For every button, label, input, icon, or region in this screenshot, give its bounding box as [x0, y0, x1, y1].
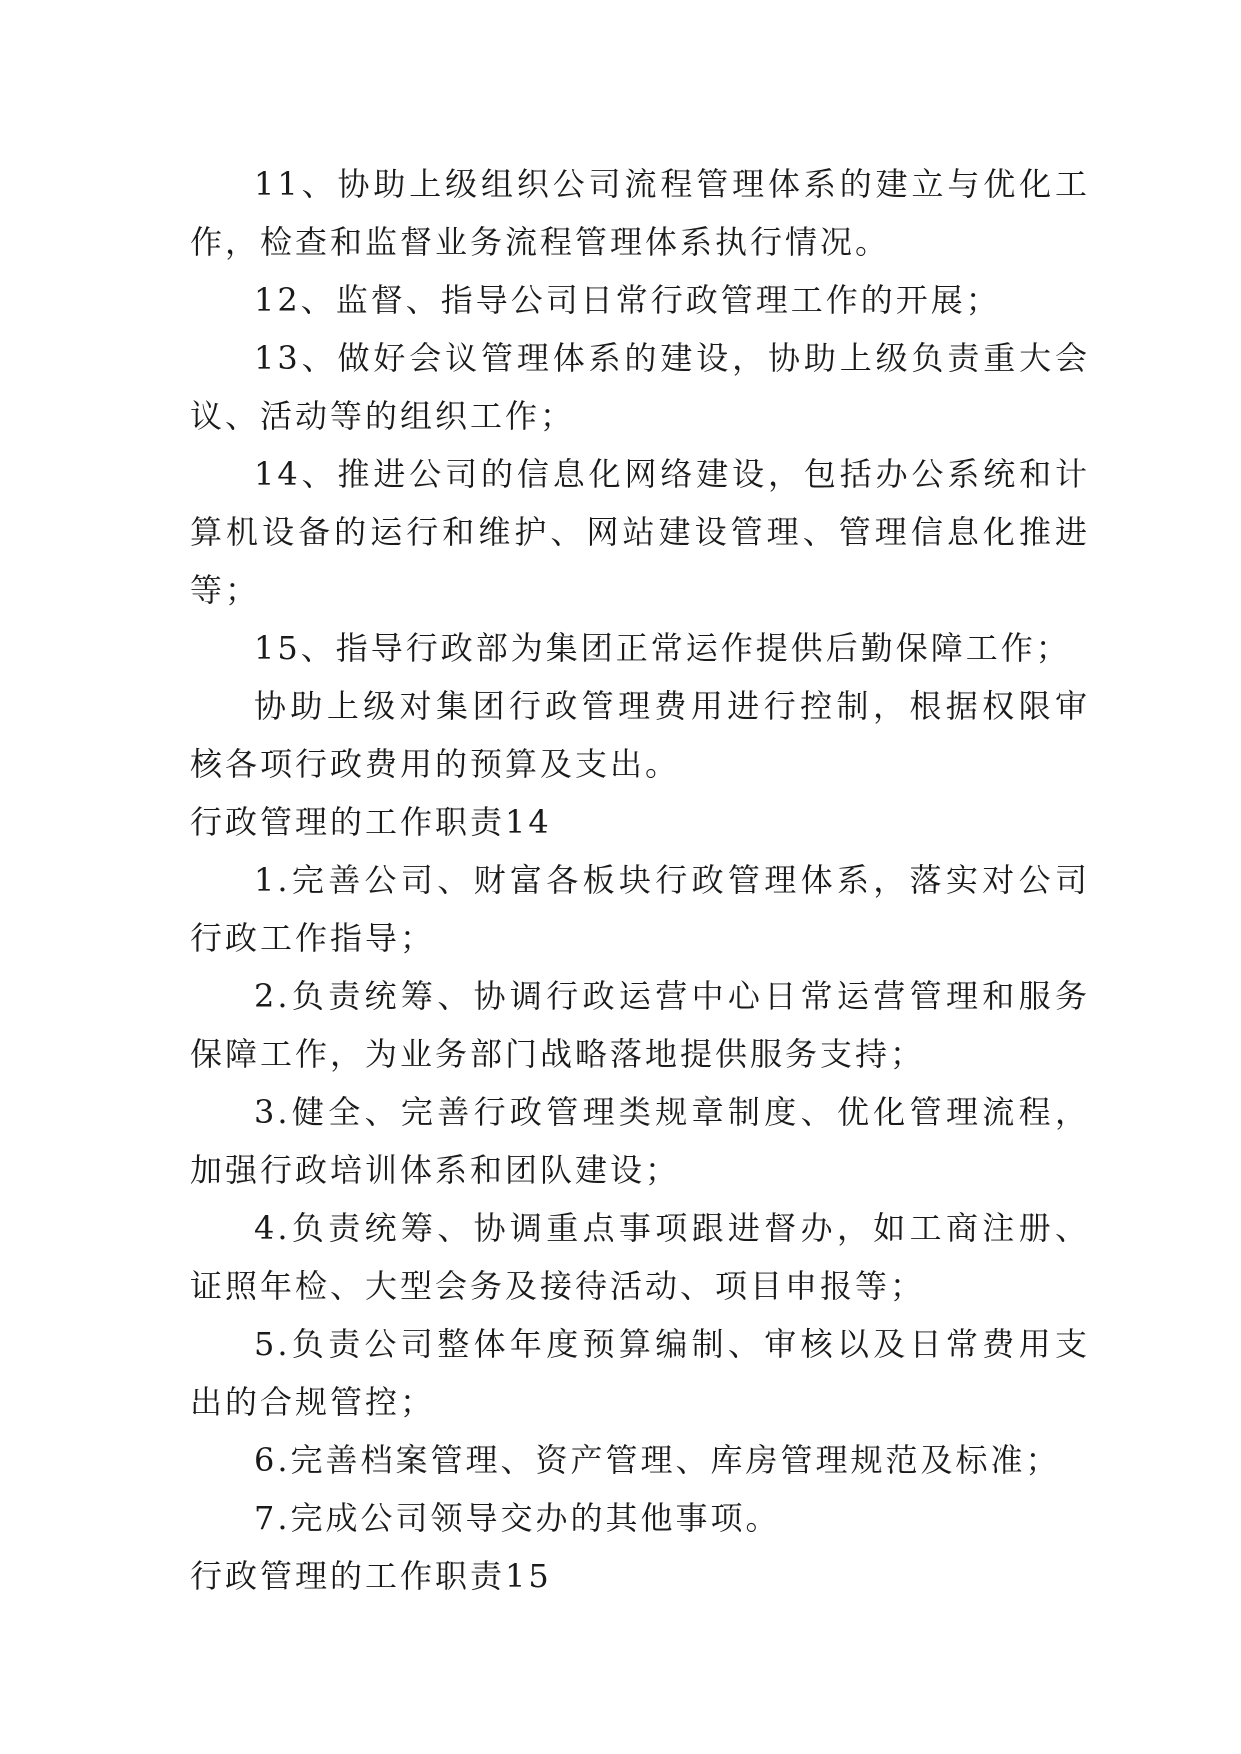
paragraph-item-3: 3.健全、完善行政管理类规章制度、优化管理流程，加强行政培训体系和团队建设；	[190, 1093, 1090, 1189]
paragraph-budget-control: 协助上级对集团行政管理费用进行控制，根据权限审核各项行政费用的预算及支出。	[190, 687, 1090, 783]
paragraph-item-15: 15、指导行政部为集团正常运作提供后勤保障工作；	[254, 629, 1071, 667]
section-heading-14: 行政管理的工作职责14	[190, 803, 552, 841]
paragraph-item-1: 1.完善公司、财富各板块行政管理体系，落实对公司行政工作指导；	[190, 861, 1090, 957]
paragraph-item-7: 7.完成公司领导交办的其他事项。	[254, 1499, 781, 1537]
section-heading-15: 行政管理的工作职责15	[190, 1557, 552, 1595]
paragraph-item-12: 12、监督、指导公司日常行政管理工作的开展；	[254, 281, 1001, 319]
paragraph-item-13: 13、做好会议管理体系的建设，协助上级负责重大会议、活动等的组织工作；	[190, 339, 1090, 435]
paragraph-item-4: 4.负责统筹、协调重点事项跟进督办，如工商注册、证照年检、大型会务及接待活动、项目申报等；	[190, 1209, 1090, 1305]
paragraph-item-2: 2.负责统筹、协调行政运营中心日常运营管理和服务保障工作，为业务部门战略落地提供服务支持；	[190, 977, 1090, 1073]
paragraph-item-14: 14、推进公司的信息化网络建设，包括办公系统和计算机设备的运行和维护、网站建设管理、管理信息化推进等；	[190, 455, 1090, 609]
paragraph-item-11: 11、协助上级组织公司流程管理体系的建立与优化工作，检查和监督业务流程管理体系执行情况。	[190, 165, 1090, 261]
paragraph-item-5: 5.负责公司整体年度预算编制、审核以及日常费用支出的合规管控；	[190, 1325, 1090, 1421]
paragraph-item-6: 6.完善档案管理、资产管理、库房管理规范及标准；	[254, 1441, 1061, 1479]
document-body	[190, 155, 1090, 1605]
